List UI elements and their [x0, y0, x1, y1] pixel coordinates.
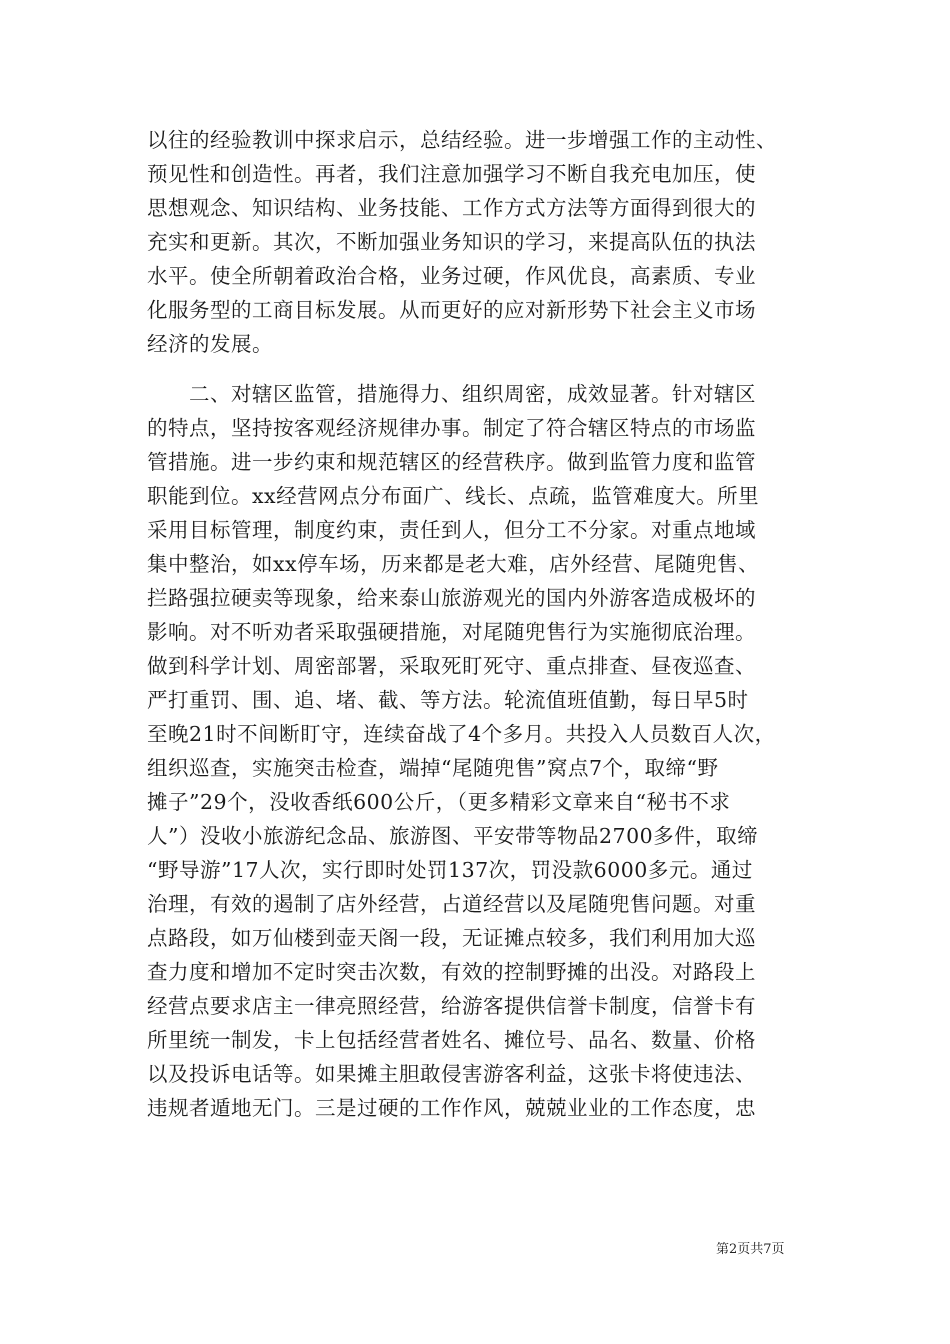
text-line: 预见性和创造性。再者，我们注意加强学习不断自我充电加压，使: [147, 162, 756, 186]
text-line: 影响。对不听劝者采取强硬措施，对尾随兜售行为实施彻底治理。: [147, 620, 756, 644]
text-line: 所里统一制发，卡上包括经营者姓名、摊位号、品名、数量、价格: [147, 1028, 756, 1052]
text-line: 点路段，如万仙楼到壶天阁一段，无证摊点较多，我们利用加大巡: [147, 926, 756, 950]
text-line: 以往的经验教训中探求启示，总结经验。进一步增强工作的主动性、: [147, 128, 777, 152]
text-line: 摊子”29个，没收香纸600公斤，（更多精彩文章来自“秘书不求: [147, 790, 731, 814]
text-line: 管措施。进一步约束和规范辖区的经营秩序。做到监管力度和监管: [147, 450, 756, 474]
text-line: 职能到位。xx经营网点分布面广、线长、点疏，监管难度大。所里: [147, 484, 760, 508]
text-line: 组织巡查，实施突击检查，端掉“尾随兜售”窝点7个，取缔“野: [147, 756, 719, 780]
text-line: 至晚21时不间断盯守，连续奋战了4个多月。共投入人员数百人次，: [147, 722, 776, 746]
text-line: 的特点，坚持按客观经济规律办事。制定了符合辖区特点的市场监: [147, 416, 756, 440]
text-line: 水平。使全所朝着政治合格，业务过硬，作风优良，高素质、专业: [147, 264, 756, 288]
page-number: 第2页共7页: [716, 1242, 785, 1257]
text-line: 经营点要求店主一律亮照经营，给游客提供信誉卡制度，信誉卡有: [147, 994, 756, 1018]
text-line: 以及投诉电话等。如果摊主胆敢侵害游客利益，这张卡将使违法、: [147, 1062, 756, 1086]
text-line: 经济的发展。: [147, 332, 273, 356]
text-line: 拦路强拉硬卖等现象，给来泰山旅游观光的国内外游客造成极坏的: [147, 586, 756, 610]
text-line: 人”）没收小旅游纪念品、旅游图、平安带等物品2700多件，取缔: [147, 824, 759, 848]
text-line: 二、对辖区监管，措施得力、组织周密，成效显著。针对辖区: [147, 382, 756, 406]
text-line: 化服务型的工商目标发展。从而更好的应对新形势下社会主义市场: [147, 298, 756, 322]
text-line: 违规者遁地无门。三是过硬的工作作风，兢兢业业的工作态度，忠: [147, 1096, 756, 1120]
text-line: 治理，有效的遏制了店外经营，占道经营以及尾随兜售问题。对重: [147, 892, 756, 916]
text-line: 查力度和增加不定时突击次数，有效的控制野摊的出没。对路段上: [147, 960, 756, 984]
text-line: 做到科学计划、周密部署，采取死盯死守、重点排查、昼夜巡查、: [147, 654, 756, 678]
text-line: 集中整治，如xx停车场，历来都是老大难，店外经营、尾随兜售、: [147, 552, 760, 576]
text-line: 采用目标管理，制度约束，责任到人，但分工不分家。对重点地域: [147, 518, 756, 542]
text-line: 思想观念、知识结构、业务技能、工作方式方法等方面得到很大的: [147, 196, 756, 220]
text-line: 严打重罚、围、追、堵、截、等方法。轮流值班值勤，每日早5时: [147, 688, 749, 712]
text-line: 充实和更新。其次，不断加强业务知识的学习，来提高队伍的执法: [147, 230, 756, 254]
text-line: “野导游”17人次，实行即时处罚137次，罚没款6000多元。通过: [147, 858, 753, 882]
